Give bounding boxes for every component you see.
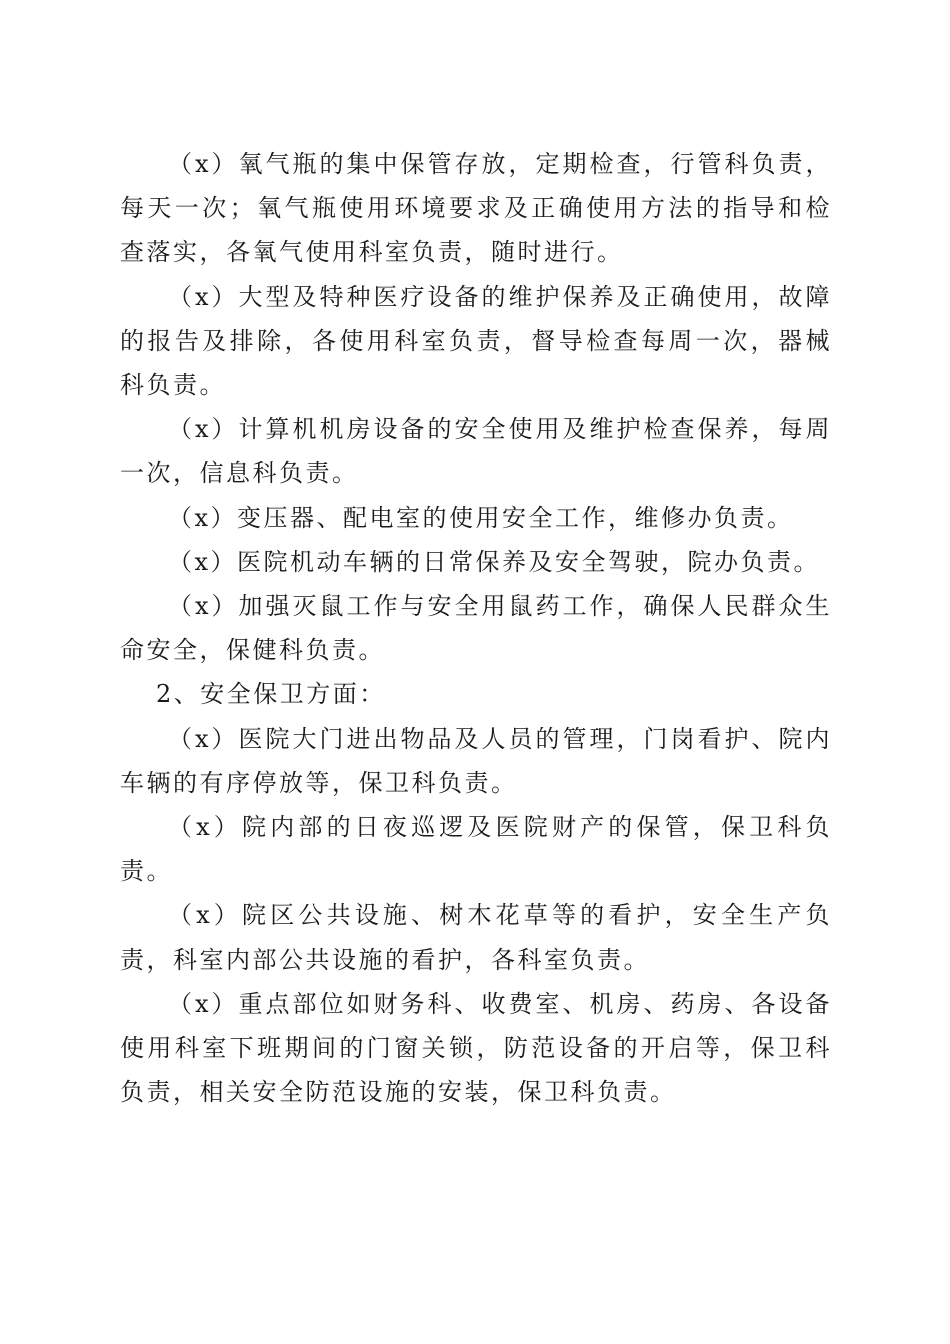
paragraph-computer-room: （x）计算机机房设备的安全使用及维护检查保养，每周一次，信息科负责。 bbox=[120, 415, 832, 488]
document-body bbox=[120, 142, 832, 1114]
paragraph-patrol: （x）院内部的日夜巡逻及医院财产的保管，保卫科负责。 bbox=[120, 813, 832, 886]
paragraph-vehicles: （x）医院机动车辆的日常保养及安全驾驶，院办负责。 bbox=[168, 547, 821, 576]
section-heading-security: 2、安全保卫方面： bbox=[156, 680, 386, 709]
paragraph-rodent-control: （x）加强灭鼠工作与安全用鼠药工作，确保人民群众生命安全，保健科负责。 bbox=[120, 592, 832, 665]
paragraph-oxygen-cylinders: （x）氧气瓶的集中保管存放，定期检查，行管科负责，每天一次；氧气瓶使用环境要求及正确使用方法的指导和检查落实，各氧气使用科室负责，随时进行。 bbox=[120, 150, 832, 267]
paragraph-key-areas: （x）重点部位如财务科、收费室、机房、药房、各设备使用科室下班期间的门窗关锁，防范设备的开启等，保卫科负责，相关安全防范设施的安装，保卫科负责。 bbox=[120, 989, 832, 1107]
paragraph-main-gate: （x）医院大门进出物品及人员的管理，门岗看护、院内车辆的有序停放等，保卫科负责。 bbox=[120, 724, 832, 797]
paragraph-medical-equipment: （x）大型及特种医疗设备的维护保养及正确使用，故障的报告及排除，各使用科室负责，督导检查每周一次，器械科负责。 bbox=[120, 282, 832, 400]
paragraph-public-facilities: （x）院区公共设施、树木花草等的看护，安全生产负责，科室内部公共设施的看护，各科室负责。 bbox=[120, 901, 832, 974]
paragraph-transformer: （x）变压器、配电室的使用安全工作，维修办负责。 bbox=[168, 503, 794, 532]
